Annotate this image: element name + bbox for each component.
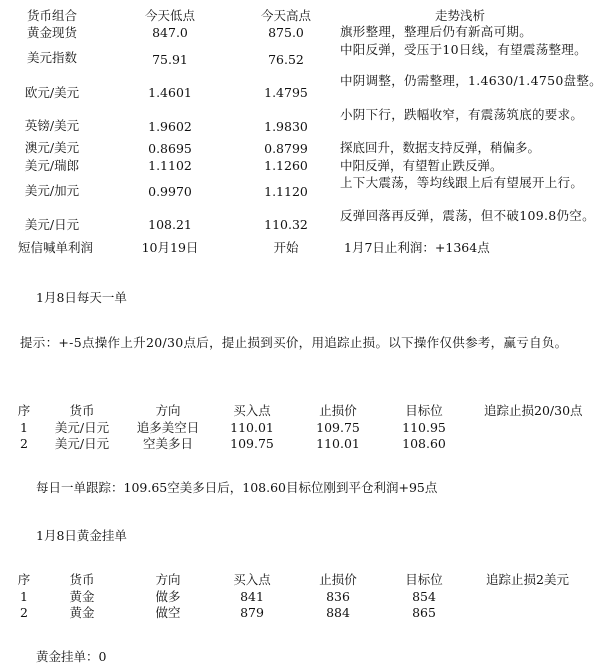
row-high: 110.32 — [264, 217, 308, 232]
row-high: 1.9830 — [264, 119, 308, 134]
order-no: 1 — [20, 420, 28, 435]
gold-order-entry: 879 — [240, 605, 264, 620]
order-entry: 110.01 — [230, 420, 274, 435]
gold-header-no: 序 — [17, 572, 31, 587]
gold-header-direction: 方向 — [155, 572, 181, 587]
orders-header-trailing-stop: 追踪止损20/30点 — [484, 403, 583, 418]
orders-header-entry: 买入点 — [233, 403, 271, 418]
row-analysis: 中阳反弹，有望暂止跌反弹。 — [340, 158, 503, 173]
header-today-high: 今天高点 — [260, 8, 311, 23]
row-low: 847.0 — [152, 25, 188, 40]
row-analysis: 探底回升，数据支持反弹，稍偏多。 — [340, 140, 541, 155]
orders-header-direction: 方向 — [155, 403, 181, 418]
footer-label: 短信喊单利润 — [18, 240, 94, 255]
row-high: 1.4795 — [264, 85, 308, 100]
gold-order-target: 865 — [412, 605, 436, 620]
gold-order-stop: 884 — [326, 605, 350, 620]
order-pair: 美元/日元 — [54, 420, 110, 435]
order-entry: 109.75 — [230, 436, 274, 451]
row-high: 875.0 — [268, 25, 304, 40]
row-analysis: 中阳反弹，受压于10日线，有望震荡整理。 — [340, 42, 587, 57]
footer-date: 10月19日 — [141, 240, 199, 255]
row-analysis: 反弹回落再反弹，震荡，但不破109.8仍空。 — [340, 208, 595, 223]
row-analysis: 中阴调整，仍需整理，1.4630/1.4750盘整。 — [340, 73, 602, 88]
row-pair: 美元/加元 — [24, 183, 80, 198]
row-low: 0.9970 — [148, 184, 192, 199]
orders-header-no: 序 — [17, 403, 31, 418]
row-high: 76.52 — [268, 52, 304, 67]
row-low: 1.4601 — [148, 85, 192, 100]
footer-start: 开始 — [273, 240, 299, 255]
gold-order-direction: 做空 — [155, 605, 181, 620]
gold-order-pair: 黄金 — [69, 589, 95, 604]
order-direction: 追多美空日 — [136, 420, 200, 435]
orders-header-target: 目标位 — [405, 403, 443, 418]
order-stop: 110.01 — [316, 436, 360, 451]
row-high: 1.1120 — [264, 184, 308, 199]
order-pair: 美元/日元 — [54, 436, 110, 451]
row-high: 0.8799 — [264, 141, 308, 156]
gold-header-entry: 买入点 — [233, 572, 271, 587]
row-pair: 欧元/美元 — [24, 85, 80, 100]
row-pair: 黄金现货 — [26, 25, 77, 40]
gold-orders-count: 黄金挂单：0 — [36, 649, 107, 664]
gold-order-no: 2 — [20, 605, 28, 620]
row-pair: 美元/日元 — [24, 217, 80, 232]
row-low: 108.21 — [148, 217, 192, 232]
gold-order-stop: 836 — [326, 589, 350, 604]
gold-header-pair: 货币 — [69, 572, 95, 587]
gold-header-stop: 止损价 — [319, 572, 357, 587]
row-pair: 美元/瑞郎 — [24, 158, 80, 173]
row-analysis: 小阴下行，跌幅收窄，有震荡筑底的要求。 — [340, 107, 584, 122]
gold-order-direction: 做多 — [155, 589, 181, 604]
row-pair: 澳元/美元 — [24, 140, 80, 155]
order-direction: 空美多日 — [142, 436, 193, 451]
header-trend-analysis: 走势浅析 — [434, 8, 485, 23]
orders-header-stop: 止损价 — [319, 403, 357, 418]
daily-order-title: 1月8日每天一单 — [36, 290, 127, 305]
row-high: 1.1260 — [264, 158, 308, 173]
header-currency-pair: 货币组合 — [26, 8, 77, 23]
row-analysis: 旗形整理，整理后仍有新高可期。 — [340, 24, 533, 39]
gold-header-trailing-stop: 追踪止损2美元 — [486, 572, 569, 587]
row-low: 1.9602 — [148, 119, 192, 134]
row-analysis: 上下大震荡，等均线跟上后有望展开上行。 — [340, 175, 584, 190]
gold-order-pair: 黄金 — [69, 605, 95, 620]
row-pair: 美元指数 — [26, 50, 77, 65]
footer-profit: 1月7日止利润：+1364点 — [344, 240, 490, 255]
header-today-low: 今天低点 — [144, 8, 195, 23]
row-low: 75.91 — [152, 52, 188, 67]
tracking-text: 每日一单跟踪：109.65空美多日后，108.60目标位刚到平仓利润+95点 — [36, 480, 438, 495]
gold-order-title: 1月8日黄金挂单 — [36, 528, 127, 543]
gold-order-entry: 841 — [240, 589, 264, 604]
order-no: 2 — [20, 436, 28, 451]
row-low: 0.8695 — [148, 141, 192, 156]
tip-text: 提示：+-5点操作上升20/30点后，提止损到买价，用追踪止损。以下操作仅供参考，赢亏自负。 — [20, 335, 568, 350]
gold-order-no: 1 — [20, 589, 28, 604]
row-pair: 英镑/美元 — [24, 118, 80, 133]
orders-header-pair: 货币 — [69, 403, 95, 418]
gold-order-target: 854 — [412, 589, 436, 604]
gold-header-target: 目标位 — [405, 572, 443, 587]
order-stop: 109.75 — [316, 420, 360, 435]
row-low: 1.1102 — [148, 158, 192, 173]
order-target: 108.60 — [402, 436, 446, 451]
order-target: 110.95 — [402, 420, 446, 435]
